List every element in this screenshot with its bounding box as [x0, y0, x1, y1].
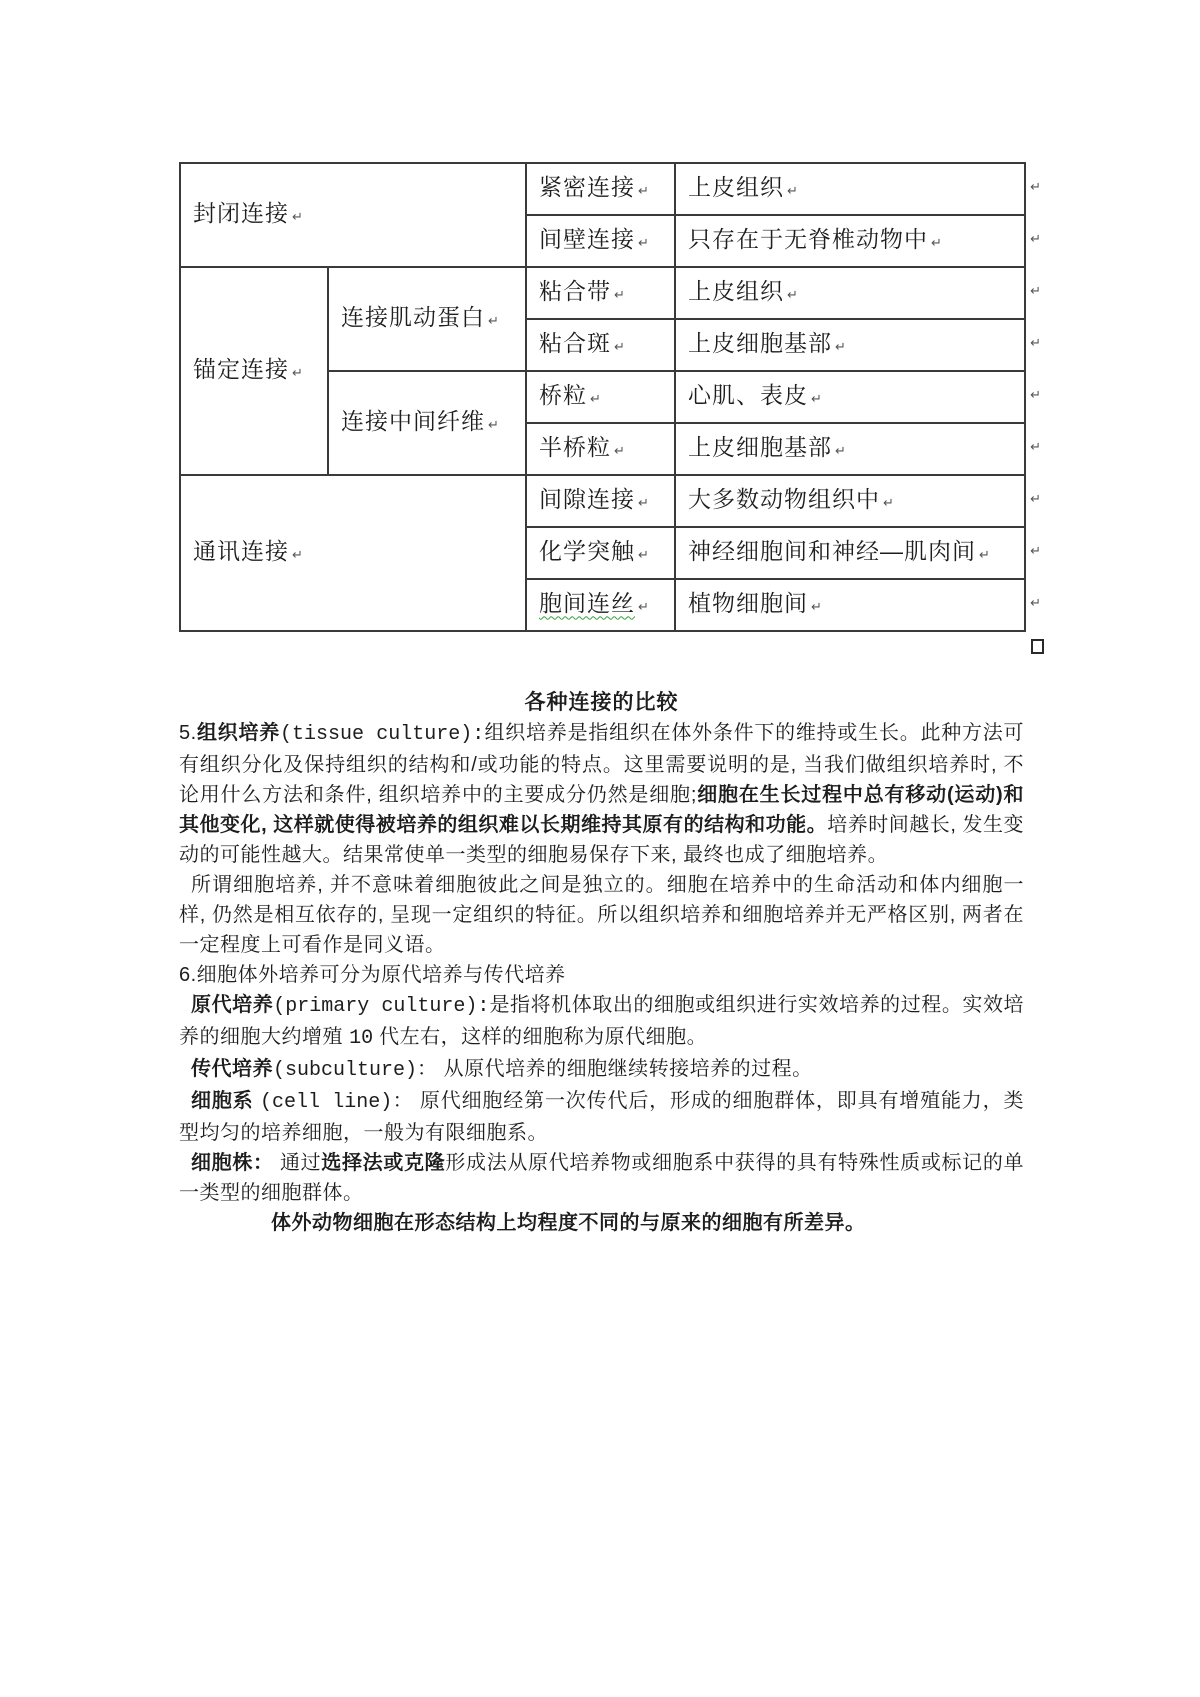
text-run: (cell line) [259, 1091, 393, 1114]
cell-term: 封闭连接 [193, 199, 289, 226]
text-run: 通过 [279, 1152, 322, 1174]
table-resize-handle[interactable] [1031, 639, 1044, 654]
text-run: 细胞系 [191, 1090, 260, 1112]
text-run: 选择法或克隆 [321, 1152, 446, 1174]
text-run: 体外动物细胞在形态结构上均程度不同的与原来的细胞有所差异。 [271, 1212, 866, 1234]
table-cell [675, 215, 1025, 267]
row-end-mark-icon: ↵ [1030, 388, 1041, 403]
cell-term: 连接肌动蛋白 [341, 303, 485, 330]
table-cell [675, 371, 1025, 423]
paragraph-end-mark-icon: ↵ [614, 339, 625, 355]
cell-term: 大多数动物组织中 [688, 485, 880, 512]
text-run: 传代培养 [191, 1058, 273, 1080]
table-cell [675, 475, 1025, 527]
junction-table [179, 162, 1026, 632]
paragraph-end-mark-icon: ↵ [638, 235, 649, 251]
paragraph [179, 960, 1024, 990]
paragraph-end-mark-icon: ↵ [931, 235, 942, 251]
paragraph-end-mark-icon: ↵ [638, 547, 649, 563]
row-end-mark-icon: ↵ [1030, 440, 1041, 455]
table-cell [675, 579, 1025, 631]
text-run: 原代培养 [191, 994, 274, 1016]
row-end-mark-icon: ↵ [1030, 336, 1041, 351]
body-text [179, 718, 1024, 1238]
row-end-mark-icon: ↵ [1030, 180, 1041, 195]
table-caption: 各种连接的比较 [524, 691, 679, 714]
row-end-mark-icon: ↵ [1030, 492, 1041, 507]
cell-term: 上皮细胞基部 [688, 329, 832, 356]
text-run: 形成法从原代培养物或细胞系中获得的具有特殊性质或标记的单一类型的细胞群体。 [179, 1152, 1025, 1204]
paragraph-end-mark-icon: ↵ [488, 313, 499, 329]
text-run: ： 从原代培养的细胞继续转接培养的过程。 [417, 1058, 813, 1080]
table-cell [180, 475, 526, 631]
cell-term: 通讯连接 [193, 537, 289, 564]
row-end-mark-icon: ↵ [1030, 596, 1041, 611]
paragraph-end-mark-icon: ↵ [590, 391, 601, 407]
text-run: 10 [349, 1027, 374, 1050]
paragraph-end-mark-icon: ↵ [638, 599, 649, 615]
paragraph [179, 1054, 1024, 1086]
paragraph [179, 870, 1024, 960]
cell-term: 间壁连接 [539, 225, 635, 252]
text-run: 组织培养 [196, 722, 280, 744]
table-cell [180, 163, 526, 267]
text-run: 6.细胞体外培养可分为原代培养与传代培养 [179, 964, 566, 986]
text-run: 代左右，这样的细胞称为原代细胞。 [373, 1026, 708, 1048]
table-cell [526, 319, 675, 371]
cell-term: 植物细胞间 [688, 589, 808, 616]
table-body [180, 163, 1025, 631]
table-cell [180, 267, 328, 475]
table-cell [675, 319, 1025, 371]
text-run: (primary culture): [273, 995, 490, 1018]
text-run: (subculture) [273, 1059, 418, 1082]
cell-term: 粘合斑 [539, 329, 611, 356]
paragraph-end-mark-icon: ↵ [292, 547, 303, 563]
text-run: ： 原代细胞经第一次传代后，形成的细胞群体，即具有增殖能力，类型均匀的培养细胞，一般为有限细胞系。 [179, 1090, 1024, 1144]
paragraph-end-mark-icon: ↵ [811, 599, 822, 615]
row-end-mark-icon: ↵ [1030, 232, 1041, 247]
paragraph [179, 1148, 1024, 1208]
cell-term: 锚定连接 [193, 355, 289, 382]
table-cell [675, 267, 1025, 319]
paragraph [179, 990, 1024, 1054]
text-run: 细胞株： [191, 1152, 280, 1174]
cell-term: 神经细胞间和神经—肌肉间 [688, 537, 976, 564]
text-run: 所谓细胞培养, 并不意味着细胞彼此之间是独立的。细胞在培养中的生命活动和体内细胞一样, 仍然是相互依存的, 呈现一定组织的特征。所以组织培养和细胞培养并无严格区别, 两者在一定程度上可看作是同义语。 [179, 874, 1024, 956]
table-cell [526, 215, 675, 267]
paragraph [179, 1208, 1024, 1238]
table-cell [526, 371, 675, 423]
paragraph-end-mark-icon: ↵ [614, 443, 625, 459]
text-run: 组织培养是指组织在体外条件下的维持或生长。此种方法可有组织分化及保持组织的结构和/或功能的特点。这里需要说明的是, 当我们做组织培养时, 不论用什么方法和条件, 组织培养中的主要成分仍然是细胞; [179, 722, 1024, 806]
paragraph-end-mark-icon: ↵ [488, 417, 499, 433]
cell-term: 粘合带 [539, 277, 611, 304]
cell-term: 上皮细胞基部 [688, 433, 832, 460]
row-end-mark-icon: ↵ [1030, 284, 1041, 299]
paragraph-end-mark-icon: ↵ [787, 183, 798, 199]
paragraph-end-mark-icon: ↵ [787, 287, 798, 303]
paragraph-end-mark-icon: ↵ [292, 209, 303, 225]
paragraph-end-mark-icon: ↵ [614, 287, 625, 303]
table-cell [675, 163, 1025, 215]
cell-term: 只存在于无脊椎动物中 [688, 225, 928, 252]
table-cell [675, 527, 1025, 579]
table-cell [675, 423, 1025, 475]
cell-term: 化学突触 [539, 537, 635, 564]
table-cell [526, 579, 675, 631]
table-cell [526, 423, 675, 475]
table-cell [526, 527, 675, 579]
cell-term: 桥粒 [539, 381, 587, 408]
text-run: 培养时间越长, 发生变动的可能性越大。结果常使单一类型的细胞易保存下来, 最终也成了细胞培养。 [179, 814, 1024, 866]
cell-term: 心肌、表皮 [688, 381, 808, 408]
paragraph-end-mark-icon: ↵ [638, 495, 649, 511]
row-end-mark-icon: ↵ [1030, 544, 1041, 559]
text-run: 细胞在生长过程中总有移动(运动)和其他变化, 这样就使得被培养的组织难以长期维持其原有的结构和功能。 [179, 784, 1025, 836]
document-content [179, 162, 1041, 1238]
paragraph-end-mark-icon: ↵ [835, 339, 846, 355]
text-run: (tissue culture): [279, 723, 485, 746]
cell-term: 胞间连丝 [539, 589, 635, 616]
cell-term: 上皮组织 [688, 277, 784, 304]
cell-term: 上皮组织 [688, 173, 784, 200]
paragraph-end-mark-icon: ↵ [883, 495, 894, 511]
table-cell [526, 267, 675, 319]
junction-table-wrap [179, 162, 1041, 632]
table-cell [526, 475, 675, 527]
paragraph-end-mark-icon: ↵ [292, 365, 303, 381]
cell-term: 紧密连接 [539, 173, 635, 200]
cell-term: 间隙连接 [539, 485, 635, 512]
cell-term: 连接中间纤维 [341, 407, 485, 434]
table-row [180, 267, 1025, 319]
table-row [180, 163, 1025, 215]
paragraph-end-mark-icon: ↵ [638, 183, 649, 199]
table-cell [328, 267, 526, 371]
text-run: 是指将机体取出的细胞或组织进行实效培养的过程。实效培养的细胞大约增殖 [179, 994, 1025, 1048]
paragraph-end-mark-icon: ↵ [811, 391, 822, 407]
table-cell [526, 163, 675, 215]
table-row [180, 475, 1025, 527]
paragraph [179, 1086, 1024, 1148]
cell-term: 半桥粒 [539, 433, 611, 460]
paragraph-end-mark-icon: ↵ [835, 443, 846, 459]
text-run: 5. [179, 722, 197, 744]
table-cell [328, 371, 526, 475]
paragraph-end-mark-icon: ↵ [979, 547, 990, 563]
paragraph [179, 718, 1024, 870]
